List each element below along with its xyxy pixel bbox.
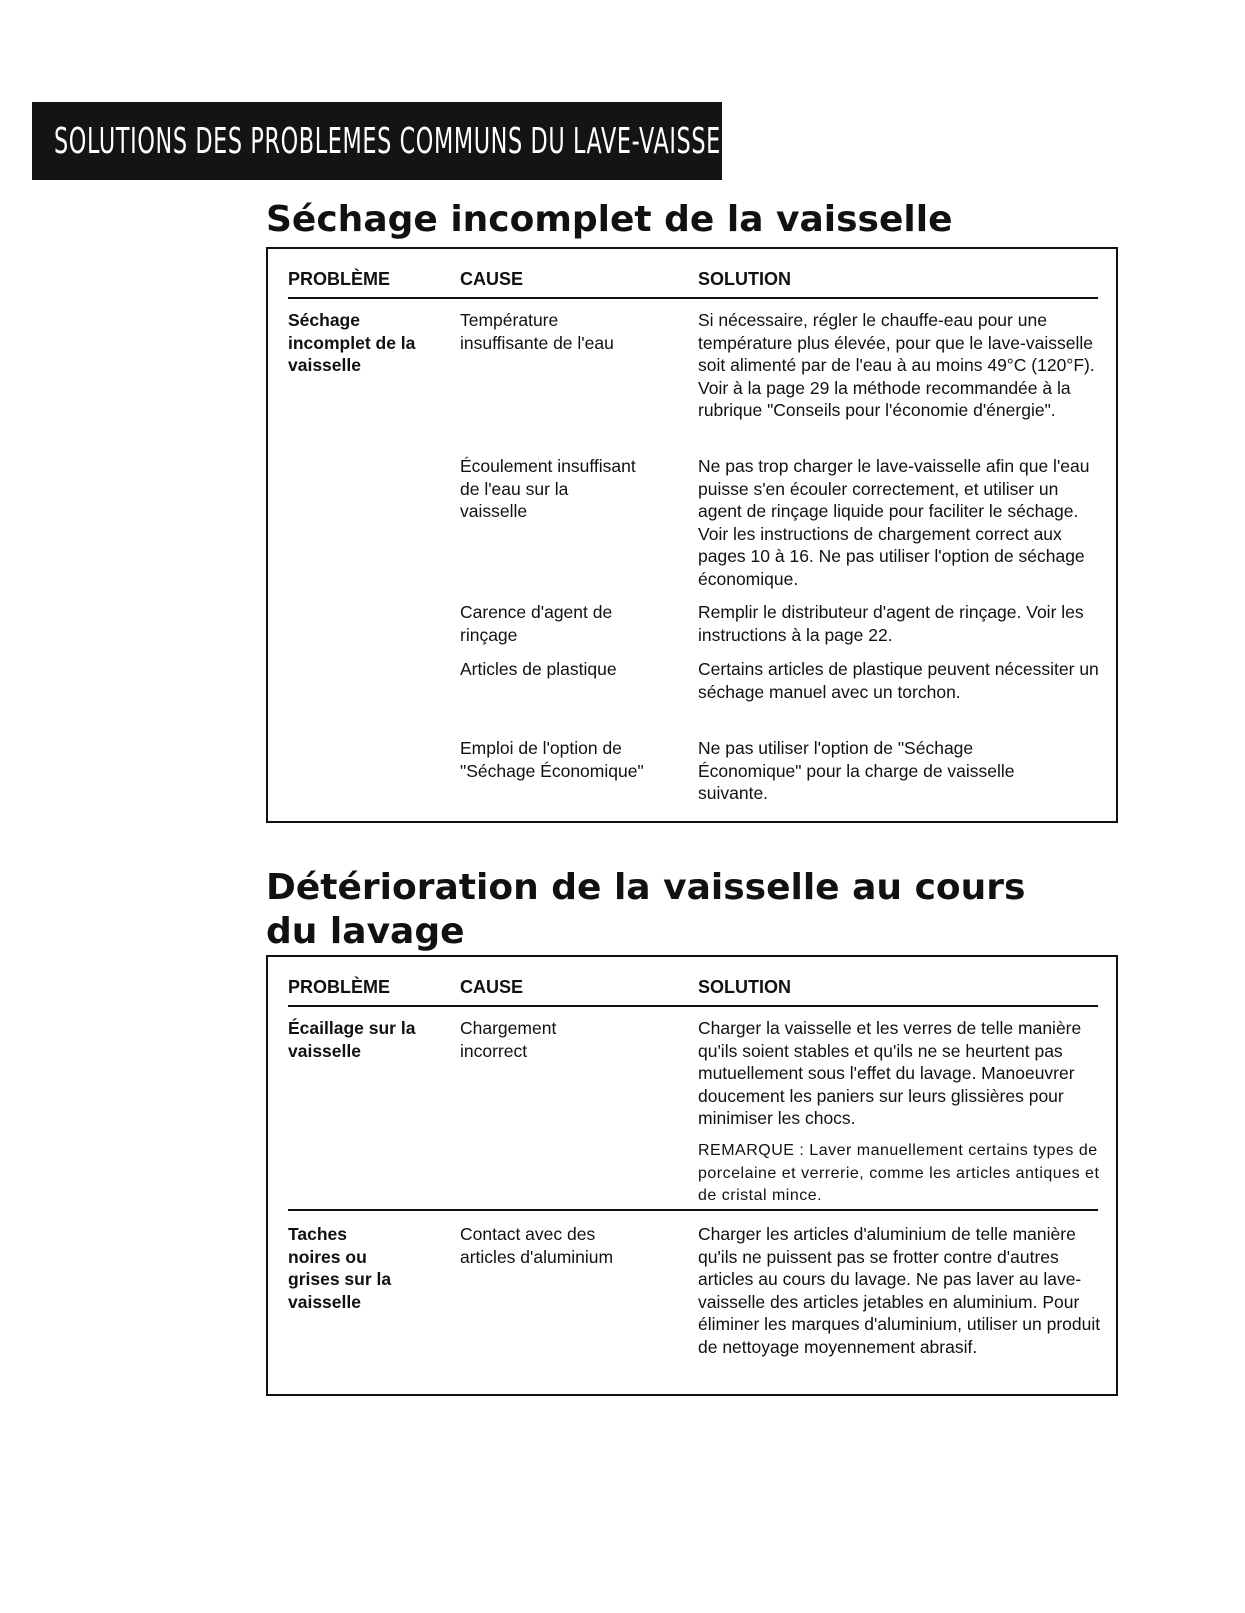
section1-title: Séchage incomplet de la vaisselle <box>266 199 953 240</box>
header-solution: SOLUTION <box>698 977 791 997</box>
header-rule <box>288 297 1098 299</box>
note-text: REMARQUE : Laver manuellement certains types de porcelaine et verrerie, comme les articles antiques et de cristal mince. <box>698 1142 1100 1204</box>
section2-title: Détérioration de la vaisselle au cours du lavage <box>266 867 1026 952</box>
solution-text: Remplir le distributeur d'agent de rinçage. Voir les instructions à la page 22. <box>698 602 1084 645</box>
header-problem: PROBLÈME <box>288 977 391 997</box>
header-problem: PROBLÈME <box>288 269 391 289</box>
header-rule <box>288 1005 1098 1007</box>
solution-text: Charger la vaisselle et les verres de telle manière qu'ils soient stables et qu'ils ne se heurtent pas mutuellement sous l'effet du lavage. Manoeuvrer doucement les paniers sur leurs glissières pour minimiser les chocs. <box>698 1018 1082 1128</box>
solution-text: Ne pas trop charger le lave-vaisselle afin que l'eau puisse s'en écouler correctement, et utiliser un agent de rinçage liquide pour faciliter le séchage. Voir les instructions de chargement correct aux pages 10 à 16. Ne pas utiliser l'option de séchage économique. <box>698 456 1090 589</box>
cause-text: Articles de plastique <box>460 659 617 679</box>
cause-text: Température insuffisante de l'eau <box>460 310 614 353</box>
cause-text: Chargement incorrect <box>460 1018 557 1061</box>
section1-table <box>266 247 1118 823</box>
header-cause: CAUSE <box>460 977 524 997</box>
cause-text: Contact avec des articles d'aluminium <box>460 1224 614 1267</box>
cause-text: Écoulement insuffisant de l'eau sur la vaisselle <box>460 456 636 521</box>
solution-text: Certains articles de plastique peuvent nécessiter un séchage manuel avec un torchon. <box>698 659 1099 702</box>
header-cause: CAUSE <box>460 269 524 289</box>
cause-text: Emploi de l'option de "Séchage Économique" <box>460 738 644 781</box>
cause-text: Carence d'agent de rinçage <box>460 602 613 645</box>
section2-table <box>266 955 1118 1396</box>
page-banner <box>32 102 762 180</box>
problem-text: Écaillage sur la vaisselle <box>288 1018 416 1061</box>
header-solution: SOLUTION <box>698 269 791 289</box>
row-divider <box>288 1209 1098 1211</box>
problem-text: Taches noires ou grises sur la vaisselle <box>288 1224 392 1312</box>
problem-text: Séchage incomplet de la vaisselle <box>288 310 416 375</box>
banner-title: SOLUTIONS DES PROBLEMES COMMUNS DU LAVE-VAISSELLE <box>54 120 762 162</box>
solution-text: Charger les articles d'aluminium de telle manière qu'ils ne puissent pas se frotter contre d'autres articles au cours du lavage. Ne pas laver au lave-vaisselle des articles jetables en aluminium. Pour éliminer les marques d'aluminium, utiliser un produit de nettoyage moyennement abrasif. <box>698 1224 1101 1357</box>
solution-text: Si nécessaire, régler le chauffe-eau pour une température plus élevée, pour que le lave-vaisselle soit alimenté par de l'eau à au moins 49°C (120°F). Voir à la page 29 la méthode recommandée à la rubrique "Conseils pour l'économie d'énergie". <box>698 310 1095 420</box>
solution-text: Ne pas utiliser l'option de "Séchage Économique" pour la charge de vaisselle suivante. <box>698 738 1015 803</box>
